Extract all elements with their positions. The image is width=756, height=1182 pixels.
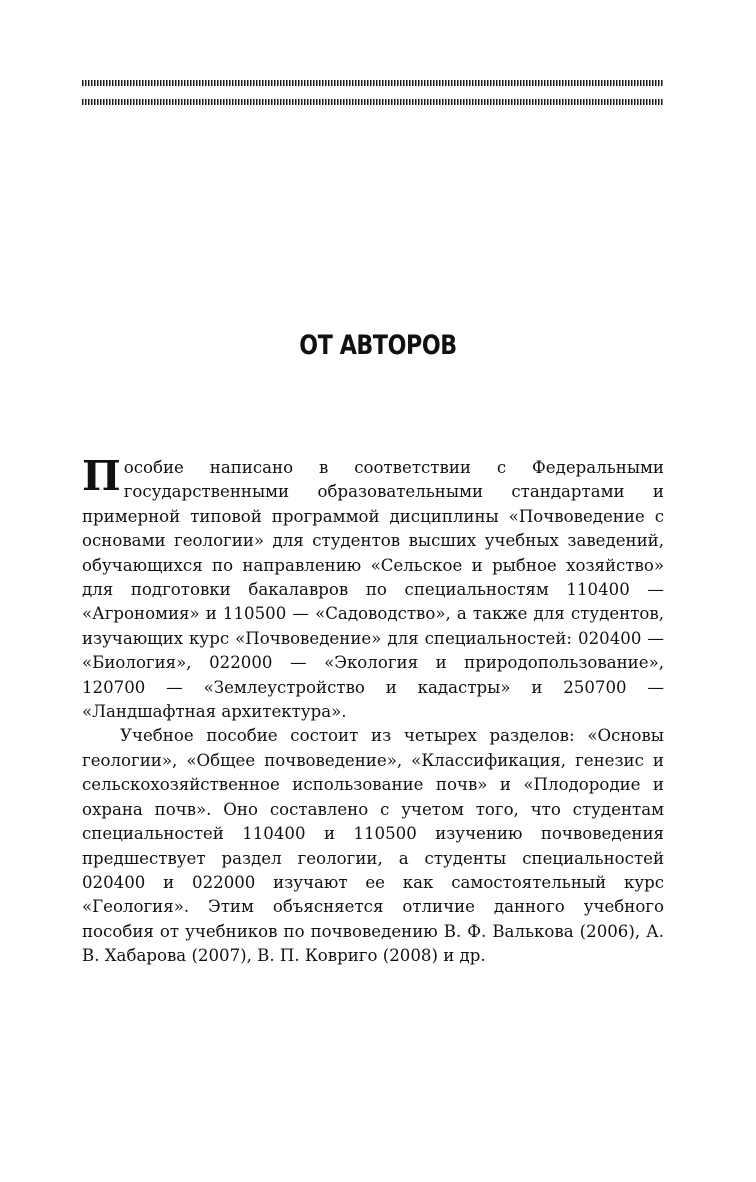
section-title: ОТ АВТОРОВ	[299, 330, 457, 361]
paragraph-1	[82, 452, 664, 724]
paragraph-2: Учебное пособие состоит из четырех разделов: «Основы геологии», «Общее почвоведение», «Классификация, генезис и сельскохозяйственное использование почв» и «Плодородие и охрана почв». Оно составлено с учетом того, что студентам специальностей 110400 и 110500 изучению почвоведения предшествует раздел геологии, а студенты специальностей 020400 и 022000 изучают ее как самостоятельный курс «Геология». Этим объясняется отличие данного учебного пособия от учебников по почвоведению В. Ф. Валькова (2006), А. В. Хабарова (2007), В. П. Ковриго (2008) и др.	[82, 726, 664, 966]
header-rule-top	[82, 80, 664, 86]
body-text	[82, 452, 664, 969]
drop-cap: П	[82, 452, 121, 500]
paragraph-1-text: особие написано в соответствии с Федеральными государственными образовательными стандартами и примерной типовой программой дисциплины «Почвоведение с основами геологии» для студентов высших учебных заведений, обучающихся по направлению «Сельское и рыбное хозяйство» для подготовки бакалавров по специальностям 110400 — «Агрономия» и 110500 — «Садоводство», а также для студентов, изучающих курс «Почвоведение» для специальностей: 020400 — «Биология», 022000 — «Экология и природопользование», 120700 — «Землеустройство и кадастры» и 250700 — «Ландшафтная архитектура».	[82, 458, 664, 722]
header-rule-bottom	[82, 99, 664, 105]
